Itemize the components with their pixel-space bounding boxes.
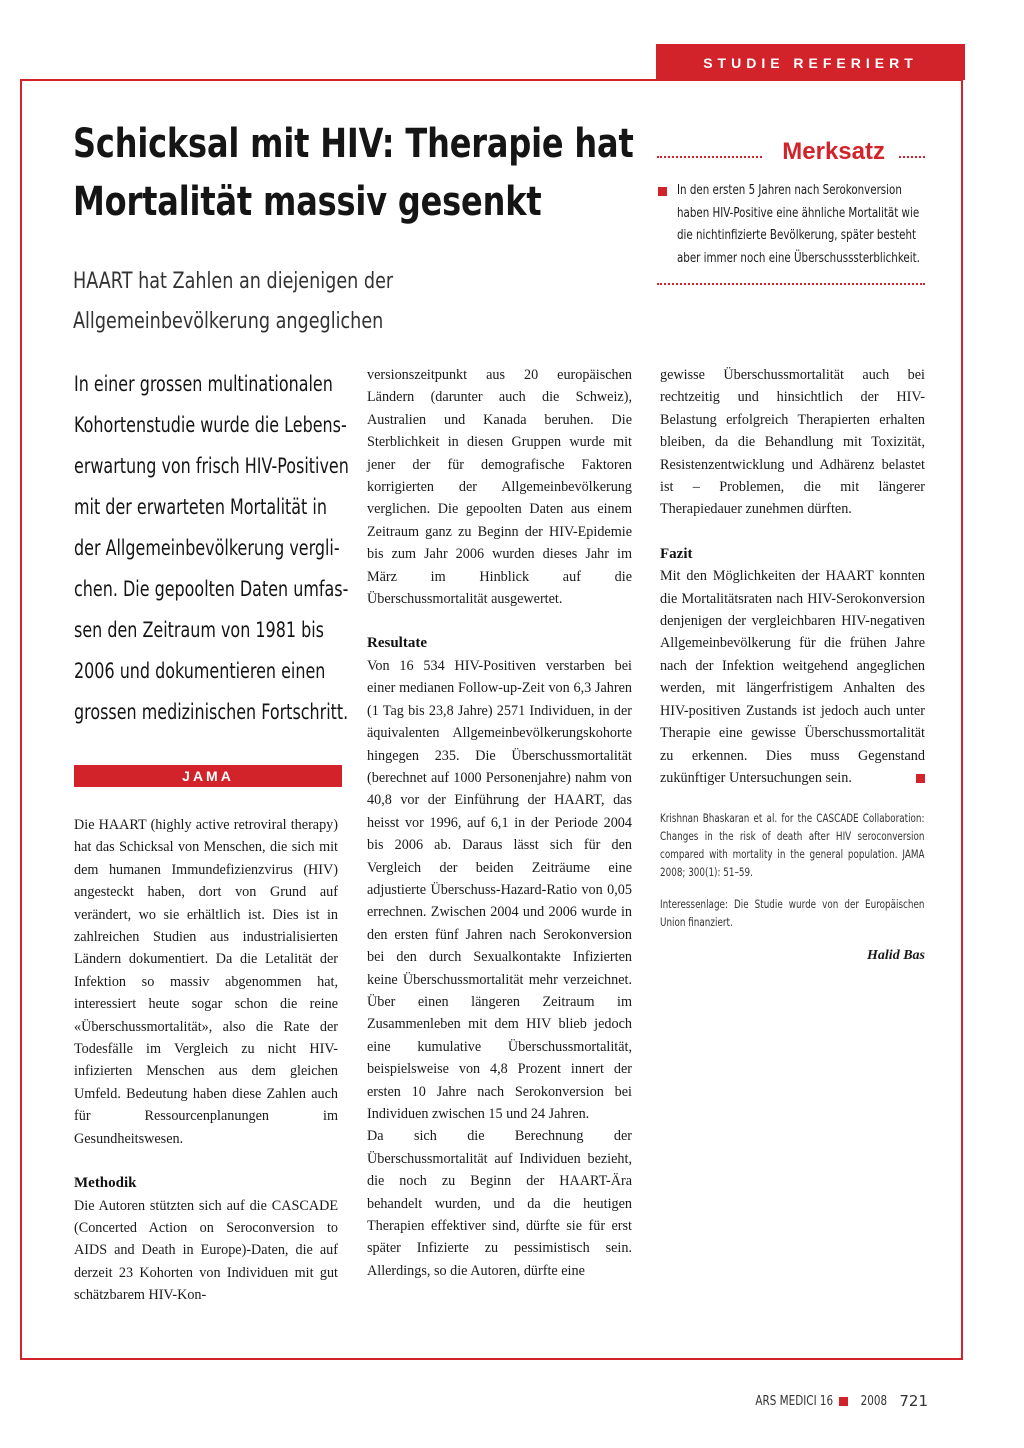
resultate-paragraph-continued: gewisse Überschussmortalität auch bei rechtzeitig und hinsichtlich der HIV-Belastung erfolgreich Therapierten erhalten bleiben, da die Behandlung mit Toxizität, Resistenzentwicklung und Adhärenz belastet ist – Problemen, die mit längerer Therapiedauer zunehmen dürften. [660, 367, 925, 518]
lead-line: der Allgemeinbevölkerung vergli- [74, 536, 340, 560]
reference-citation: Krishnan Bhaskaran et al. for the CASCADE Collaboration: Changes in the risk of death after HIV seroconversion compared with mortality in the general population. JAMA 2008; 300(1): 51–59. [660, 811, 925, 880]
square-separator-icon [839, 1397, 848, 1406]
column-3 [660, 364, 925, 968]
fazit-paragraph [660, 565, 925, 789]
merksatz-header [657, 134, 925, 170]
resultate-paragraph: Da sich die Berechnung der Überschussmortalität auf Individuen bezieht, die noch zu Beginn der HAART-Ära behandelt wurden, und da die heutigen Therapien effektiver sind, dürfte sie für erst später Infizierte zu pessimistisch sein. Allerdings, so die Autoren, dürfte eine [367, 1128, 632, 1279]
dotted-rule [657, 156, 762, 158]
article-subtitle: HAART hat Zahlen an diejenigen der Allgemeinbevölkerung angeglichen [73, 269, 394, 334]
square-bullet-icon [658, 187, 667, 196]
end-square-icon [916, 774, 925, 783]
article-title-line: Mortalität massiv gesenkt [73, 179, 542, 225]
conflict-of-interest: Interessenlage: Die Studie wurde von der Europäischen Union finanziert. [660, 897, 925, 930]
article-author: Halid Bas [867, 948, 925, 964]
lead-line: In einer grossen multinationalen [74, 372, 333, 396]
dotted-rule [899, 156, 925, 158]
merksatz-box [657, 134, 925, 285]
article-title [73, 115, 634, 231]
article-title-line: Schicksal mit HIV: Therapie hat [73, 121, 634, 167]
methodik-heading: Methodik [74, 1175, 137, 1192]
merksatz-body [657, 180, 925, 270]
page-number: 721 [899, 1392, 928, 1410]
page-footer [736, 1392, 928, 1410]
source-label: JAMA [74, 765, 342, 787]
dotted-rule [657, 283, 925, 285]
methodik-paragraph: Die Autoren stützten sich auf die CASCADE (Concerted Action on Seroconversion to AIDS and Death in Europe)-Daten, die auf derzeit 23 Kohorten von Individuen mit gut schätzbarem HIV-Kon- [74, 1197, 338, 1304]
resultate-heading: Resultate [367, 635, 427, 652]
footer-journal: ARS MEDICI 16 [755, 1393, 834, 1409]
lead-paragraph [74, 364, 349, 733]
lead-line: mit der erwarteten Mortalität in [74, 495, 327, 519]
resultate-paragraph: Von 16 534 HIV-Positiven verstarben bei einer medianen Follow-up-Zeit von 6,3 Jahren (1 Tag bis 23,8 Jahre) 2571 Individuen, in der äquivalenten Allgemeinbevölkerungskohorte hingegen 235. Die Überschussmortalität (berechnet auf 1000 Personenjahre) nahm von 40,8 vor der Einführung der HAART, das heisst vor 1996, auf 6,1 in der Periode 2004 bis 2006 ab. Daraus lässt sich für den Vergleich der beiden Zeiträume eine adjustierte Überschuss-Hazard-Ratio von 0,05 errechnen. Zwischen 2004 und 2006 wurde in den ersten fünf Jahren nach Serokonversion bei den durch Sexualkontakte Infizierten keine Überschussmortalität mehr verzeichnet. Über einen längeren Zeitraum im Zusammenleben mit dem HIV blieb jedoch eine kumulative Überschussmortalität, beispielsweise von 4,8 Prozent innert der ersten 10 Jahre nach Serokonversion bei Individuen zwischen 15 und 24 Jahren. [367, 657, 632, 1122]
fazit-text: Mit den Möglichkeiten der HAART konnten die Mortalitätsraten nach HIV-Serokonversion denjenigen der vergleichbaren HIV-negativen Allgemeinbevölkerung für die frühen Jahre nach der Infektion weitgehend angeglichen werden, mit längerfristigem Anhalten des HIV-positiven Zustands ist jedoch auch unter Therapie eine gewisse Überschussmortalität zu erkennen. Dies muss Gegenstand zukünftiger Untersuchungen sein. [660, 568, 925, 786]
merksatz-heading: Merksatz [782, 138, 885, 165]
lead-line: chen. Die gepoolten Daten umfas- [74, 577, 349, 601]
column-2 [367, 364, 632, 1282]
section-label: STUDIE REFERIERT [656, 44, 965, 80]
lead-line: sen den Zeitraum von 1981 bis [74, 618, 324, 642]
column-1 [74, 814, 338, 1307]
lead-line: 2006 und dokumentieren einen [74, 659, 326, 683]
fazit-heading: Fazit [660, 545, 693, 562]
lead-line: grossen medizinischen Fortschritt. [74, 700, 349, 724]
merksatz-text: In den ersten 5 Jahren nach Serokonversion haben HIV-Positive eine ähnliche Mortalität wie die nichtinfizierte Bevölkerung, später besteht aber immer noch eine Überschusssterblichkeit. [677, 183, 920, 266]
methodik-paragraph-continued: versionszeitpunkt aus 20 europäischen Ländern (darunter auch die Schweiz), Australien und Kanada beruhen. Die Sterblichkeit in diesen Gruppen wurde mit jener der für demografische Faktoren korrigierten der Allgemeinbevölkerung verglichen. Die gepoolten Daten aus einem Zeitraum ganz zu Beginn der HIV-Epidemie bis zum Jahr 2006 wurden dieses Jahr im März im Hinblick auf die Überschussmortalität ausgewertet. [367, 367, 632, 608]
lead-line: erwartung von frisch HIV-Positiven [74, 454, 349, 478]
lead-line: Kohortenstudie wurde die Lebens- [74, 413, 347, 437]
intro-paragraph: Die HAART (highly active retroviral therapy) hat das Schicksal von Menschen, die sich mit dem humanen Immundefizienzvirus (HIV) angesteckt haben, dort von Grund auf verändert, wo sie erhältlich ist. Dies ist in zahlreichen Studien aus industrialisierten Ländern dokumentiert. Da die Letalität der Infektion so massiv abgenommen hat, interessiert heute sogar schon die reine «Überschussmortalität», also die Rate der Todesfälle im Vergleich zu nicht HIV-infizierten Menschen aus dem gleichen Umfeld. Bedeutung haben diese Zahlen auch für Ressourcenplanungen im Gesundheitswesen. [74, 817, 338, 1147]
footer-year: 2008 [860, 1393, 888, 1409]
